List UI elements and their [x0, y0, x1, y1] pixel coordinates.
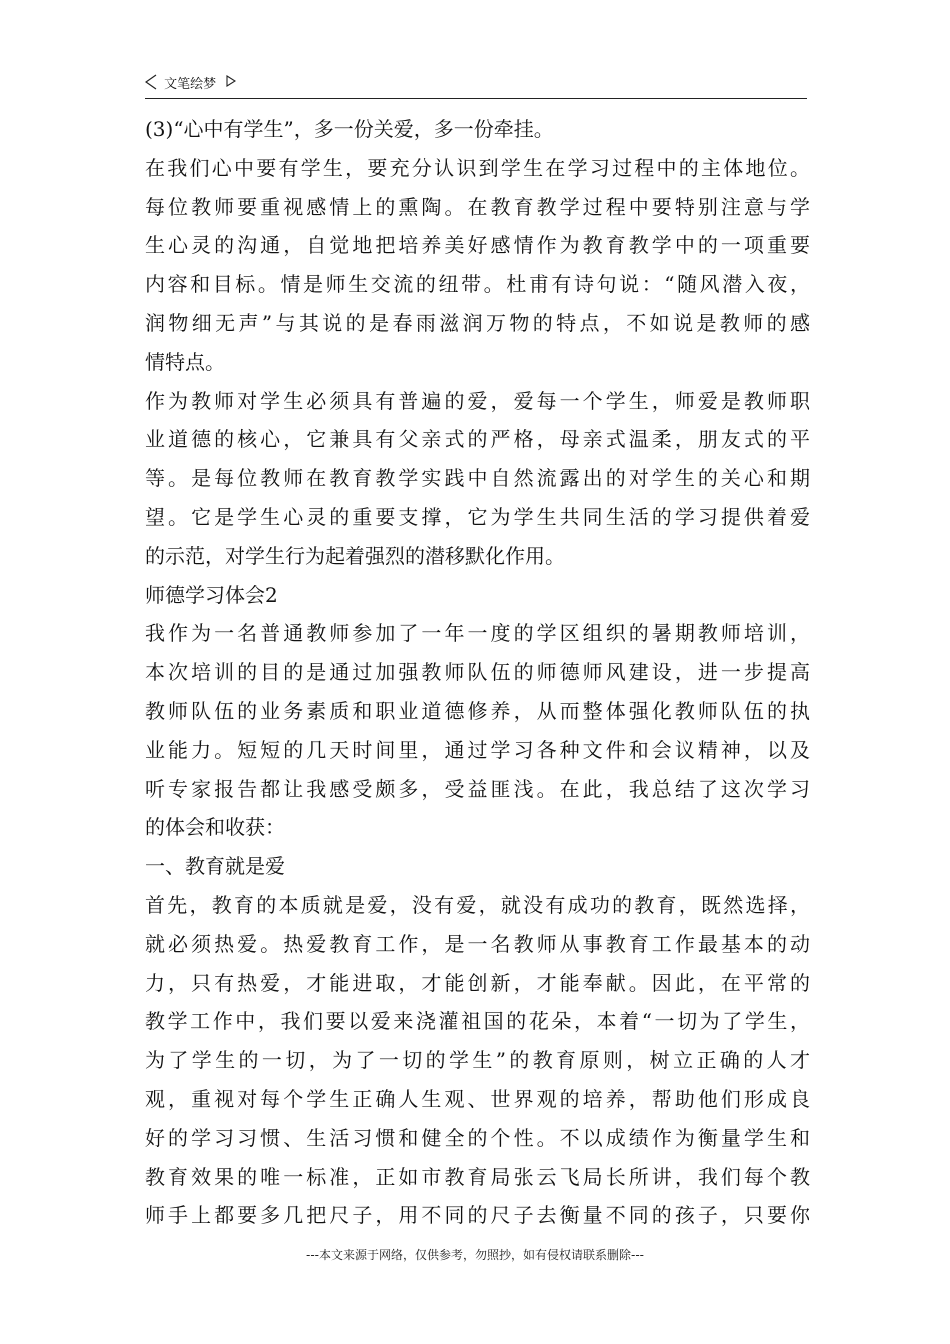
text-line: 业能力。短短的几天时间里，通过学习各种文件和会议精神，以及 [145, 737, 810, 762]
text-line: 内容和目标。情是师生交流的纽带。杜甫有诗句说：“随风潜入夜， [145, 272, 810, 297]
text-line: 我作为一名普通教师参加了一年一度的学区组织的暑期教师培训， [145, 621, 810, 646]
text-line: 为了学生的一切，为了一切的学生”的教育原则，树立正确的人才 [145, 1048, 810, 1073]
text-line: 教育效果的唯一标准，正如市教育局张云飞局长所讲，我们每个教 [145, 1164, 810, 1189]
text-line: 力，只有热爱，才能进取，才能创新，才能奉献。因此，在平常的 [145, 970, 810, 995]
text-line: 观，重视对每个学生正确人生观、世界观的培养，帮助他们形成良 [145, 1086, 810, 1111]
text-line: 在我们心中要有学生，要充分认识到学生在学习过程中的主体地位。 [145, 155, 810, 180]
document-body [145, 110, 810, 1235]
text-line: 的示范，对学生行为起着强烈的潜移默化作用。 [145, 543, 565, 568]
text-line: 师德学习体会2 [145, 582, 278, 607]
text-line: 作为教师对学生必须具有普遍的爱，爱每一个学生，师爱是教师职 [145, 388, 810, 413]
text-line: (3)“心中有学生”，多一份关爱，多一份牵挂。 [145, 117, 554, 141]
text-line: 望。它是学生心灵的重要支撑，它为学生共同生活的学习提供着爱 [145, 504, 810, 529]
text-line: 业道德的核心，它兼具有父亲式的严格，母亲式温柔，朋友式的平 [145, 427, 810, 452]
footer-disclaimer: ---本文来源于网络，仅供参考，勿照抄，如有侵权请联系删除--- [306, 1248, 644, 1262]
page-header [145, 74, 807, 99]
text-line: 本次培训的目的是通过加强教师队伍的师德师风建设，进一步提高 [145, 660, 810, 685]
text-line: 情特点。 [145, 349, 225, 374]
text-line: 等。是每位教师在教育教学实践中自然流露出的对学生的关心和期 [145, 466, 810, 491]
text-line: 生心灵的沟通，自觉地把培养美好感情作为教育教学中的一项重要 [145, 233, 810, 258]
left-triangle-icon [145, 74, 157, 90]
text-line: 每位教师要重视感情上的熏陶。在教育教学过程中要特别注意与学 [145, 194, 810, 219]
text-line: 听专家报告都让我感受颇多，受益匪浅。在此，我总结了这次学习 [145, 776, 810, 801]
text-line: 师手上都要多几把尺子，用不同的尺子去衡量不同的孩子，只要你 [145, 1203, 810, 1228]
text-line: 首先，教育的本质就是爱，没有爱，就没有成功的教育，既然选择， [145, 892, 810, 917]
text-line: 一、教育就是爱 [145, 854, 285, 879]
text-line: 教师队伍的业务素质和职业道德修养，从而整体强化教师队伍的执 [145, 698, 810, 723]
text-line: 润物细无声”与其说的是春雨滋润万物的特点，不如说是教师的感 [145, 310, 810, 335]
header-brand: 文笔绘梦 [164, 77, 217, 92]
text-line: 的体会和收获： [145, 815, 285, 840]
text-line: 就必须热爱。热爱教育工作，是一名教师从事教育工作最基本的动 [145, 931, 810, 956]
text-line: 教学工作中，我们要以爱来浇灌祖国的花朵，本着“一切为了学生， [145, 1009, 810, 1034]
right-triangle-icon [226, 74, 236, 86]
text-line: 好的学习习惯、生活习惯和健全的个性。不以成绩作为衡量学生和 [145, 1125, 810, 1150]
